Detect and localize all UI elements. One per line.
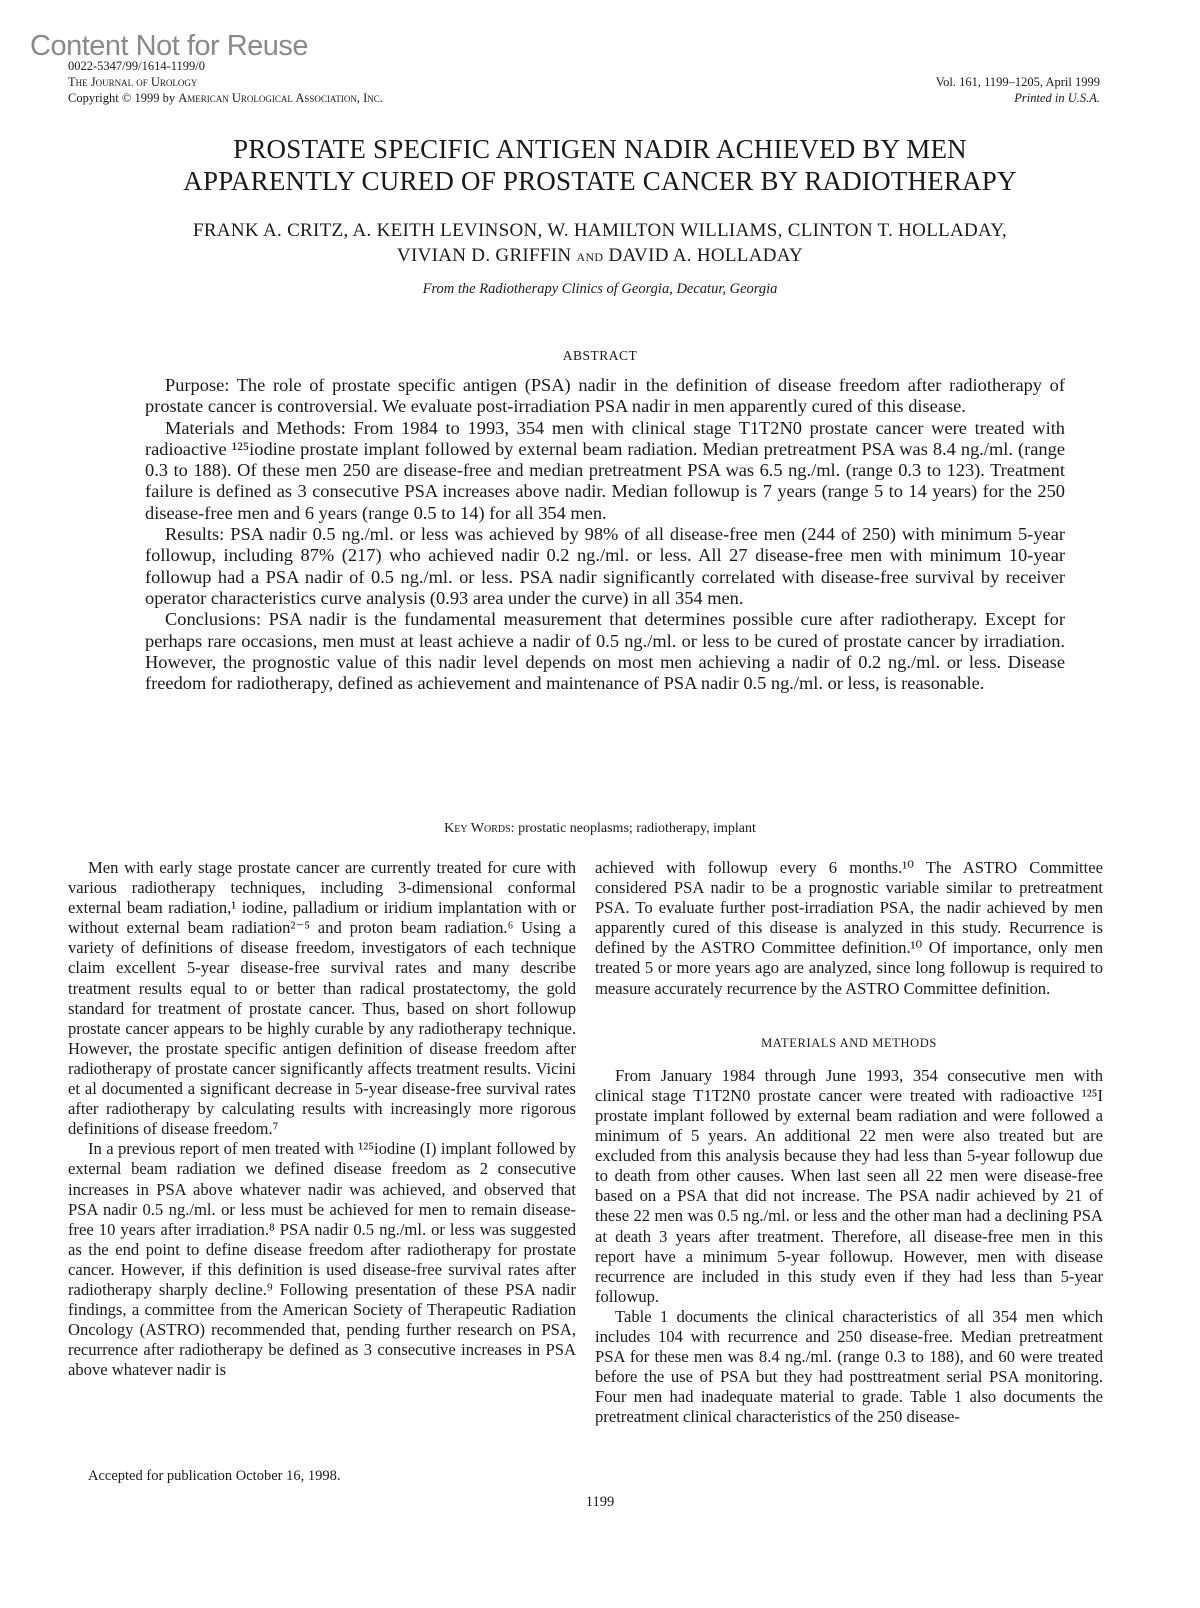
abstract-conclusions: Conclusions: PSA nadir is the fundamental measurement that determines possible cure after radiotherapy. Except for perhaps rare occasions, men must at least achieve a nadir of 0.5 ng./ml. or less to be cured of prostate cancer by irradiation. However, the prognostic value of this nadir level depends on most men achieving a nadir of 0.2 ng./ml. or less. Disease freedom for radiotherapy, defined as achievement and maintenance of PSA nadir 0.5 ng./ml. or less, is reasonable. — [145, 609, 1065, 694]
title-line: PROSTATE SPECIFIC ANTIGEN NADIR ACHIEVED BY MEN — [233, 134, 967, 164]
abstract — [145, 375, 1065, 694]
journal-name: The Journal of Urology — [68, 75, 198, 89]
author: VIVIAN D. GRIFFIN — [396, 245, 572, 266]
volume-info: Vol. 161, 1199–1205, April 1999 — [935, 75, 1100, 89]
body-paragraph: Table 1 documents the clinical characteristics of all 354 men which includes 104 with recurrence and 250 disease-free. Median pretreatment PSA for these men was 8.4 ng./ml. (range 0.3 to 188), and 60 were treated before the use of PSA but they had posttreatment serial PSA monitoring. Four men had inadequate material to grade. Table 1 also documents the pretreatment clinical characteristics of the 250 disease- — [595, 1306, 1103, 1427]
body-paragraph: Men with early stage prostate cancer are currently treated for cure with various radiotherapy techniques, including 3-dimensional conformal external beam radiation,¹ iodine, palladium or iridium implantation with or without external beam radiation²⁻⁵ and proton beam radiation.⁶ Using a variety of definitions of disease freedom, investigators of each technique claim excellent 5-year disease-free survival rates and many describe treatment results equal to or better than radical prostatectomy, the gold standard for treatment of prostate cancer. Thus, based on short followup prostate cancer appears to be highly curable by any radiotherapy technique. However, the prostate specific antigen definition of disease freedom after radiotherapy of prostate cancer significantly affects treatment results. Vicini et al documented a significant decrease in 5-year disease-free survival rates after radiotherapy by calculating results with increasingly more rigorous definitions of disease freedom.⁷ — [68, 858, 576, 1139]
abstract-methods: Materials and Methods: From 1984 to 1993, 354 men with clinical stage T1T2N0 prostate cancer were treated with radioactive ¹²⁵iodine prostate implant followed by external beam radiation. Median pretreatment PSA was 8.4 ng./ml. (range 0.3 to 188). Of these men 250 are disease-free and median pretreatment PSA was 6.5 ng./ml. (range 0.3 to 123). Treatment failure is defined as 3 consecutive PSA increases above nadir. Median followup is 7 years (range 5 to 14 years) for the 250 disease-free men and 6 years (range 0.5 to 14) for all 354 men. — [145, 417, 1065, 523]
copyright-org: American Urological Association, Inc. — [178, 91, 383, 105]
key-words — [0, 821, 1200, 837]
body-paragraph: From January 1984 through June 1993, 354 consecutive men with clinical stage T1T2N0 prostate cancer were treated with radioactive ¹²⁵I prostate implant followed by external beam radiation and were followed a minimum of 5 years. An additional 22 men were also treated but are excluded from this analysis because they had less than 5-year followup due to death from other causes. When last seen all 22 men were disease-free based on a PSA that did not increase. The PSA nadir achieved by 21 of these 22 men was 0.5 ng./ml. or less and the other man had a declining PSA at death 3 years after treatment. Therefore, all disease-free men in this report have a minimum 5-year followup. However, men with disease recurrence are included in this study even if they had less than 5-year followup. — [595, 1065, 1103, 1306]
copyright — [68, 90, 383, 106]
key-words-text: prostatic neoplasms; radiotherapy, implant — [514, 821, 756, 836]
section-heading-methods: MATERIALS AND METHODS — [761, 1035, 937, 1050]
page-number: 1199 — [585, 1494, 615, 1510]
and-connector: and — [576, 246, 604, 265]
watermark: Content Not for Reuse — [30, 30, 309, 62]
authors-line — [0, 243, 1200, 268]
body-left-column — [68, 858, 576, 1380]
author: DAVID A. HOLLADAY — [608, 245, 804, 266]
title-line: APPARENTLY CURED OF PROSTATE CANCER BY RADIOTHERAPY — [183, 166, 1017, 196]
abstract-purpose: Purpose: The role of prostate specific antigen (PSA) nadir in the definition of disease freedom after radiotherapy of prostate cancer is controversial. We evaluate post-irradiation PSA nadir in men apparently cured of this disease. — [145, 375, 1065, 417]
article-title — [0, 133, 1200, 197]
footnote-accepted: Accepted for publication October 16, 1998. — [88, 1468, 341, 1484]
body-paragraph: achieved with followup every 6 months.¹⁰ The ASTRO Committee considered PSA nadir to be a prognostic variable similar to pretreatment PSA. To evaluate further post-irradiation PSA, the nadir achieved by men apparently cured of this disease is analyzed in this study. Recurrence is defined by the ASTRO Committee definition.¹⁰ Of importance, only men treated 5 or more years ago are analyzed, since long followup is required to measure accurately recurrence by the ASTRO Committee definition. — [595, 858, 1103, 998]
key-words-label: Key Words: — [444, 821, 515, 836]
journal-header-right — [936, 74, 1100, 106]
affiliation: From the Radiotherapy Clinics of Georgia, Decatur, Georgia — [422, 281, 778, 297]
authors-line: FRANK A. CRITZ, A. KEITH LEVINSON, W. HAMILTON WILLIAMS, CLINTON T. HOLLADAY, — [193, 220, 1007, 241]
abstract-heading: ABSTRACT — [562, 348, 638, 363]
body-right-column — [595, 858, 1103, 1427]
journal-header-left — [68, 58, 383, 106]
body-paragraph: In a previous report of men treated with ¹²⁵iodine (I) implant followed by external beam radiation we defined disease freedom as 2 consecutive increases in PSA above whatever nadir was achieved, and observed that PSA nadir 0.5 ng./ml. or less must be achieved for men to remain disease-free 10 years after irradiation.⁸ PSA nadir 0.5 ng./ml. or less was suggested as the end point to define disease freedom after radiotherapy for prostate cancer. However, if this definition is used disease-free survival rates after radiotherapy sharply decline.⁹ Following presentation of these PSA nadir findings, a committee from the American Society of Therapeutic Radiation Oncology (ASTRO) recommended that, pending further research on PSA, recurrence after radiotherapy be defined as 3 consecutive increases in PSA above whatever nadir is — [68, 1139, 576, 1380]
article-code: 0022-5347/99/1614-1199/0 — [68, 59, 206, 73]
copyright-prefix: Copyright © 1999 by — [68, 91, 179, 105]
authors — [0, 218, 1200, 268]
printed-in: Printed in U.S.A. — [1014, 91, 1100, 105]
abstract-results: Results: PSA nadir 0.5 ng./ml. or less was achieved by 98% of all disease-free men (244 of 250) with minimum 5-year followup, including 87% (217) who achieved nadir 0.2 ng./ml. or less. All 27 disease-free men with minimum 10-year followup had a PSA nadir of 0.5 ng./ml. or less. PSA nadir significantly correlated with disease-free survival by receiver operator characteristics curve analysis (0.93 area under the curve) in all 354 men. — [145, 524, 1065, 608]
